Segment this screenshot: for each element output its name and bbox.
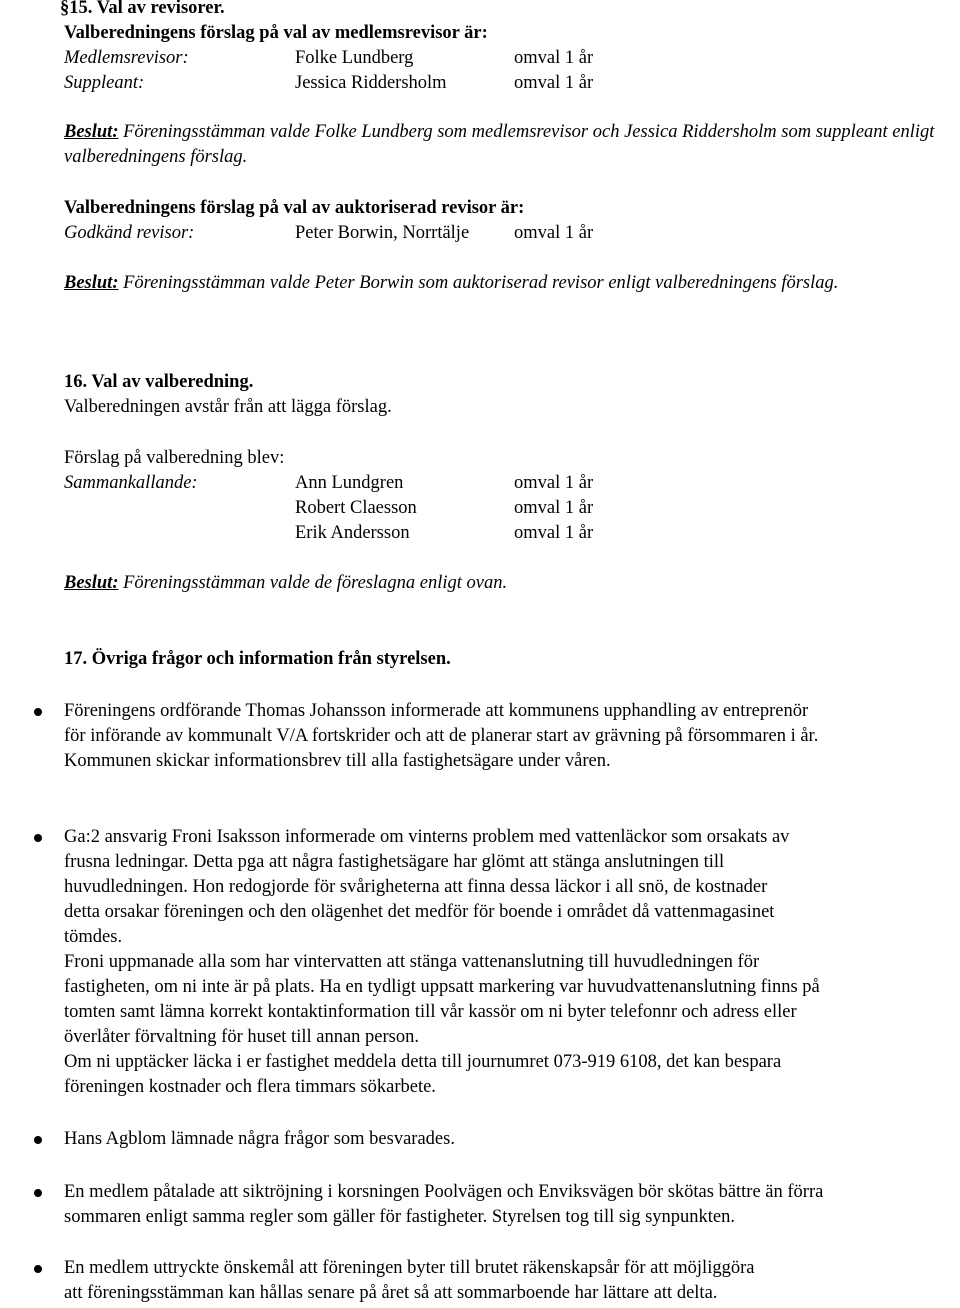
term-text: omval 1 år (514, 73, 594, 93)
bullet-dot-icon (34, 1265, 42, 1273)
bullet-line: detta orsakar föreningen och den olägenhet det medför för boende i området då vattenmagasinet (64, 902, 775, 922)
person-name: Peter Borwin, Norrtälje (295, 223, 470, 243)
person-name: Ann Lundgren (295, 473, 404, 493)
decision-label: Beslut: (64, 273, 119, 293)
section-16-heading: 16. Val av valberedning. (64, 372, 254, 392)
bullet-dot-icon (34, 834, 42, 842)
person-name: Erik Andersson (295, 523, 410, 543)
decision-text: Föreningsstämman valde Folke Lundberg som medlemsrevisor och Jessica Riddersholm som suppleant enligt valberedningens förslag. (64, 122, 935, 167)
bullet-dot-icon (34, 1189, 42, 1197)
bullet-item (64, 1180, 960, 1230)
term-text: omval 1 år (514, 48, 594, 68)
nomination-note: Valberedningen avstår från att lägga förslag. (64, 397, 392, 417)
bullet-line: huvudledningen. Hon redogjorde för svårigheterna att finna dessa läckor i all snö, de kostnader (64, 877, 768, 897)
bullet-line: Föreningens ordförande Thomas Johansson informerade att kommunens upphandling av entreprenör (64, 701, 809, 721)
bullet-line: tomten samt lämna korrekt kontaktinformation till vår kassör om ni byter telefonnr och adress eller (64, 1002, 797, 1022)
role-label: Medlemsrevisor: (64, 48, 189, 68)
role-label: Godkänd revisor: (64, 223, 195, 243)
member-row (64, 496, 954, 521)
bullet-line: tömdes. (64, 927, 123, 947)
auditor-row (64, 71, 954, 96)
bullet-item (64, 1127, 960, 1152)
bullet-item (64, 699, 960, 774)
bullet-line: Froni uppmanade alla som har vintervatten att stänga vattenanslutning till huvudledningen för (64, 952, 760, 972)
auditor-row (64, 46, 954, 71)
authorized-auditor-proposal-intro: Valberedningens förslag på val av auktoriserad revisor är: (64, 198, 525, 218)
auditor-decision (64, 120, 954, 170)
bullet-line: En medlem uttryckte önskemål att föreningen byter till brutet räkenskapsår för att möjliggöra (64, 1258, 755, 1278)
bullet-item (64, 825, 960, 1100)
bullet-line: frusna ledningar. Detta pga att några fastighetsägare har glömt att stänga anslutningen till (64, 852, 725, 872)
bullet-dot-icon (34, 708, 42, 716)
bullet-line: Kommunen skickar informationsbrev till alla fastighetsägare under våren. (64, 751, 611, 771)
auditor-row (64, 221, 954, 246)
decision-text: Föreningsstämman valde Peter Borwin som auktoriserad revisor enligt valberedningens förslag. (118, 273, 839, 293)
member-row (64, 521, 954, 546)
nomination-table (64, 471, 954, 546)
person-name: Folke Lundberg (295, 48, 414, 68)
term-text: omval 1 år (514, 523, 594, 543)
bullet-line: Hans Agblom lämnade några frågor som besvarades. (64, 1129, 455, 1149)
term-text: omval 1 år (514, 223, 594, 243)
bullet-line: fastigheten, om ni inte är på plats. Ha en tydligt uppsatt markering var huvudvattenanslutning finns på (64, 977, 820, 997)
bullet-line: för införande av kommunalt V/A fortskrider och att de planerar start av grävning på försommaren i år. (64, 726, 819, 746)
nomination-proposal-intro: Förslag på valberedning blev: (64, 448, 285, 468)
role-label: Suppleant: (64, 73, 145, 93)
bullet-item (64, 1256, 960, 1306)
member-row (64, 471, 954, 496)
authorized-auditor-table (64, 221, 954, 246)
term-text: omval 1 år (514, 498, 594, 518)
auditor-proposal-intro: Valberedningens förslag på val av medlemsrevisor är: (64, 23, 488, 43)
auditor-table (64, 46, 954, 96)
bullet-line: överlåter förvaltning för huset till annan person. (64, 1027, 419, 1047)
decision-label: Beslut: (64, 122, 119, 142)
decision-text: Föreningsstämman valde de föreslagna enligt ovan. (118, 573, 508, 593)
section-15-heading: §15. Val av revisorer. (60, 0, 225, 18)
bullet-dot-icon (34, 1136, 42, 1144)
term-text: omval 1 år (514, 473, 594, 493)
person-name: Robert Claesson (295, 498, 417, 518)
section-17-heading: 17. Övriga frågor och information från styrelsen. (64, 649, 451, 669)
bullet-line: sommaren enligt samma regler som gäller för fastigheter. Styrelsen tog till sig synpunkten. (64, 1207, 735, 1227)
role-label: Sammankallande: (64, 473, 198, 493)
person-name: Jessica Riddersholm (295, 73, 447, 93)
nomination-decision (64, 571, 954, 596)
bullet-line: Om ni upptäcker läcka i er fastighet meddela detta till journumret 073-919 6108, det kan bespara (64, 1052, 782, 1072)
bullet-line: föreningen kostnader och flera timmars sökarbete. (64, 1077, 436, 1097)
bullet-line: Ga:2 ansvarig Froni Isaksson informerade om vinterns problem med vattenläckor som orsakats av (64, 827, 790, 847)
bullet-line: att föreningsstämman kan hållas senare på året så att sommarboende har lättare att delta. (64, 1283, 718, 1303)
decision-label: Beslut: (64, 573, 119, 593)
authorized-auditor-decision (64, 271, 954, 296)
bullet-line: En medlem påtalade att siktröjning i korsningen Poolvägen och Enviksvägen bör skötas bättre än förra (64, 1182, 824, 1202)
